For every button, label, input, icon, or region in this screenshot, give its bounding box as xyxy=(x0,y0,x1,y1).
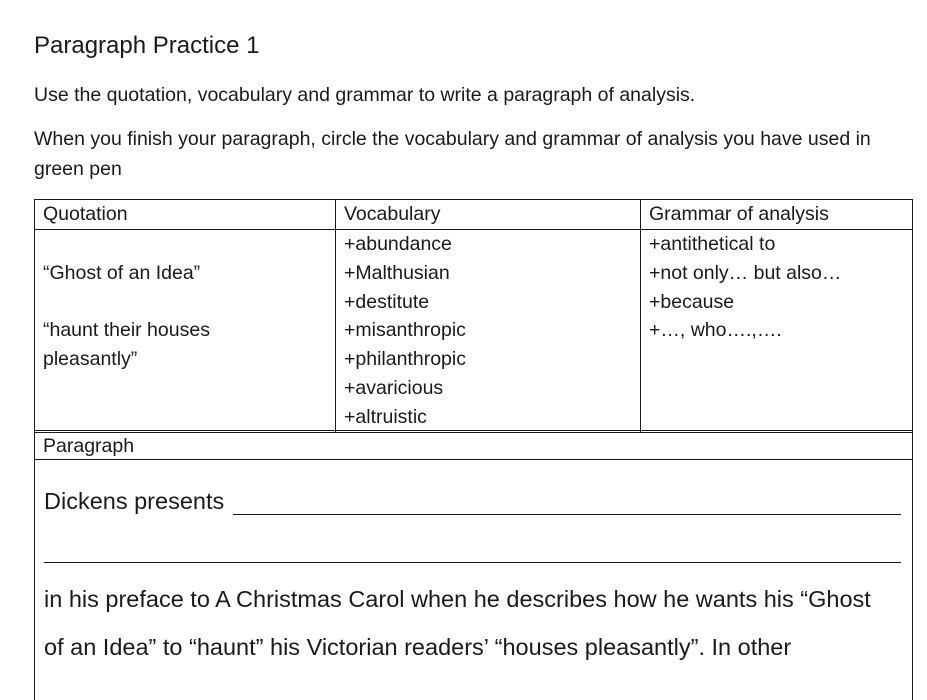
quotation-item: “Ghost of an Idea” xyxy=(43,261,201,284)
vocab-item: +altruistic xyxy=(344,405,427,428)
quotation-item: pleasantly” xyxy=(43,348,138,371)
header-grammar: Grammar of analysis xyxy=(641,200,913,230)
quotation-item: “haunt their houses xyxy=(43,319,210,342)
paragraph-line-1: Dickens presents xyxy=(44,488,225,514)
grammar-item: +not only… but also… xyxy=(649,261,842,284)
vocab-item: +abundance xyxy=(344,233,452,255)
grammar-item: +because xyxy=(649,290,735,313)
paragraph-header: Paragraph xyxy=(34,430,913,460)
page-title: Paragraph Practice 1 xyxy=(34,32,260,59)
grammar-item: +…, who….,…. xyxy=(649,319,782,342)
grammar-cell xyxy=(641,230,913,433)
vocab-item: +misanthropic xyxy=(344,319,466,342)
writing-blank-line-2[interactable] xyxy=(44,562,901,563)
paragraph-line-3: of an Idea” to “haunt” his Victorian readers’ “houses pleasantly”. In other xyxy=(44,634,792,660)
header-quotation: Quotation xyxy=(35,200,336,230)
writing-blank-line-1[interactable] xyxy=(233,514,901,515)
table-row xyxy=(35,230,913,433)
paragraph-line-2: in his preface to A Christmas Carol when he describes how he wants his “Ghost xyxy=(44,586,871,612)
vocab-item: +Malthusian xyxy=(344,261,450,284)
quotation-cell xyxy=(35,230,336,433)
instruction-line-1: Use the quotation, vocabulary and grammar to write a paragraph of analysis. xyxy=(34,84,696,106)
vocabulary-cell xyxy=(336,230,641,433)
table-header-row xyxy=(35,200,913,230)
resource-table xyxy=(34,199,913,433)
vocab-item: +destitute xyxy=(344,290,430,313)
paragraph-writing-area xyxy=(34,460,913,700)
vocab-item: +avaricious xyxy=(344,376,444,399)
header-vocabulary: Vocabulary xyxy=(336,200,641,230)
grammar-item: +antithetical to xyxy=(649,233,776,255)
vocab-item: +philanthropic xyxy=(344,348,466,371)
instruction-line-2: When you finish your paragraph, circle the vocabulary and grammar of analysis you have used in green pen xyxy=(34,128,871,180)
